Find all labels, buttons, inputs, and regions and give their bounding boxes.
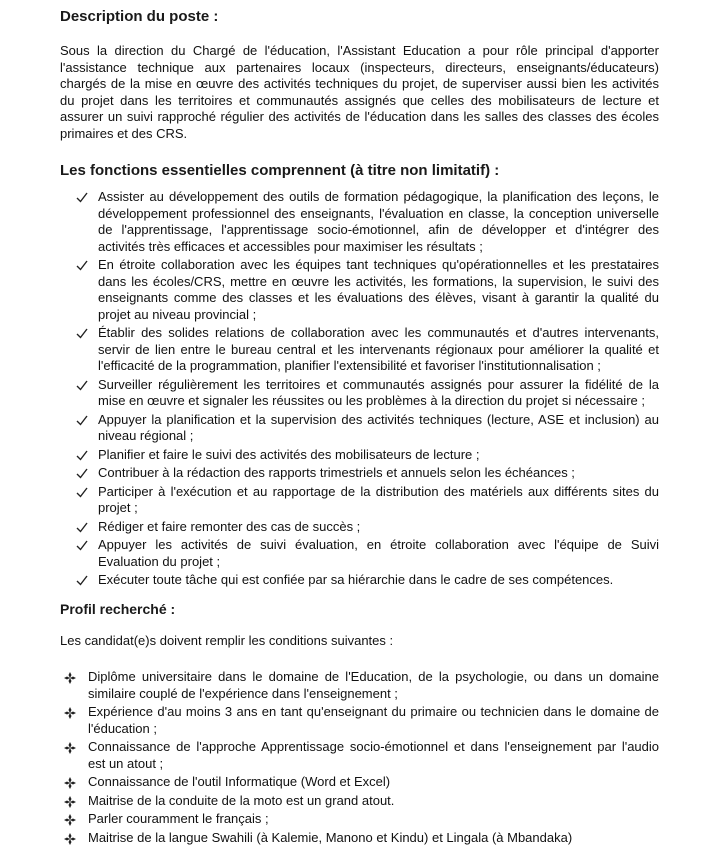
list-item (62, 669, 659, 702)
function-text: Rédiger et faire remonter des cas de succès ; (98, 518, 361, 534)
list-item (62, 811, 659, 828)
check-mark-icon (76, 415, 88, 426)
profile-text: Connaissance de l'approche Apprentissage socio-émotionnel et dans l'enseignement par l'audio est un atout ; (88, 739, 659, 771)
four-diamond-icon (64, 742, 76, 754)
profile-intro: Les candidat(e)s doivent remplir les conditions suivantes : (60, 632, 394, 648)
functions-list (72, 189, 659, 589)
check-mark-icon (76, 575, 88, 586)
function-text: Assister au développement des outils de formation pédagogique, la planification des leçons, le développement professionnel des enseignants, l'évaluation en classe, la conception universelle de l'apprentissage, l'apprentissage socio-émotionnel, afin de développer et d'intégrer des activités très efficaces et accessibles pour maximiser les résultats ; (98, 189, 659, 254)
function-text: En étroite collaboration avec les équipes tant techniques qu'opérationnelles et les prestataires dans les écoles/CRS, mettre en œuvre les activités, les formations, la supervision, le suivi des enseignants comme des classes et les évaluations des élèves, visant à garantir la qualité du projet au niveau provincial ; (98, 257, 659, 322)
list-item (62, 793, 659, 810)
list-item (72, 412, 659, 445)
check-mark-icon (76, 487, 88, 498)
check-mark-icon (76, 260, 88, 271)
check-mark-icon (76, 450, 88, 461)
list-item (72, 447, 659, 464)
profile-list (62, 669, 659, 846)
description-heading: Description du poste : (60, 8, 219, 25)
check-mark-icon (76, 380, 88, 391)
list-item (72, 189, 659, 255)
profile-text: Maitrise de la conduite de la moto est un grand atout. (88, 792, 395, 808)
list-item (72, 537, 659, 570)
list-item (72, 484, 659, 517)
profile-text: Connaissance de l'outil Informatique (Word et Excel) (88, 774, 391, 789)
four-diamond-icon (64, 707, 76, 719)
check-mark-icon (76, 328, 88, 339)
four-diamond-icon (64, 814, 76, 826)
function-text: Appuyer les activités de suivi évaluation, en étroite collaboration avec l'équipe de Suivi Evaluation du projet ; (98, 537, 659, 569)
function-text: Participer à l'exécution et au rapportage de la distribution des matériels aux différents sites du projet ; (98, 483, 659, 515)
list-item (72, 519, 659, 536)
function-text: Planifier et faire le suivi des activités des mobilisateurs de lecture ; (98, 446, 480, 462)
list-item (62, 739, 659, 772)
four-diamond-icon (64, 796, 76, 808)
profile-text: Parler couramment le français ; (88, 811, 269, 826)
check-mark-icon (76, 522, 88, 533)
check-mark-icon (76, 540, 88, 551)
list-item (72, 572, 659, 589)
function-text: Contribuer à la rédaction des rapports trimestriels et annuels selon les échéances ; (98, 465, 575, 480)
list-item (72, 377, 659, 410)
four-diamond-icon (64, 672, 76, 684)
function-text: Surveiller régulièrement les territoires et communautés assignés pour assurer la fidélité de la mise en œuvre et signaler les réussites ou les problèmes à la direction du projet si nécessaire ; (98, 376, 659, 408)
list-item (62, 704, 659, 737)
function-text: Établir des solides relations de collaboration avec les communautés et d'autres intervenants, servir de lien entre le bureau central et les intervenants régionaux pour améliorer la qualité et l'efficacité de la programmation, planifier l'extensibilité et favoriser l'institutionnalisation ; (98, 325, 659, 373)
check-mark-icon (76, 192, 88, 203)
list-item (62, 774, 659, 791)
four-diamond-icon (64, 777, 76, 789)
description-text: Sous la direction du Chargé de l'éducation, l'Assistant Education a pour rôle principal d'apporter l'assistance technique aux partenaires locaux (inspecteurs, directeurs, enseignants/éducateurs) chargés de la mise en œuvre des activités techniques du projet, de superviser aussi bien les activités du projet dans les territoires et communautés assignés que celles des mobilisateurs de lecture et assurer un suivi rapproché régulier des activités de l'éducation dans les salles des classes des écoles primaires et des CRS. (60, 43, 659, 141)
profile-text: Maitrise de la langue Swahili (à Kalemie, Manono et Kindu) et Lingala (à Mbandaka) (88, 829, 573, 845)
function-text: Exécuter toute tâche qui est confiée par sa hiérarchie dans le cadre de ses compétences. (98, 572, 614, 587)
check-mark-icon (76, 468, 88, 479)
profile-text: Diplôme universitaire dans le domaine de l'Education, de la psychologie, ou dans un domaine similaire couplé de l'expérience dans l'enseignement ; (88, 669, 659, 701)
list-item (62, 830, 659, 847)
profile-heading: Profil recherché : (60, 600, 176, 617)
list-item (72, 465, 659, 482)
profile-text: Expérience d'au moins 3 ans en tant qu'enseignant du primaire ou technicien dans le domaine de l'éducation ; (88, 704, 659, 736)
function-text: Appuyer la planification et la supervision des activités techniques (lecture, ASE et inclusion) au niveau régional ; (98, 411, 659, 443)
four-diamond-icon (64, 833, 76, 845)
list-item (72, 257, 659, 323)
list-item (72, 325, 659, 375)
functions-heading: Les fonctions essentielles comprennent (à titre non limitatif) : (60, 162, 500, 179)
